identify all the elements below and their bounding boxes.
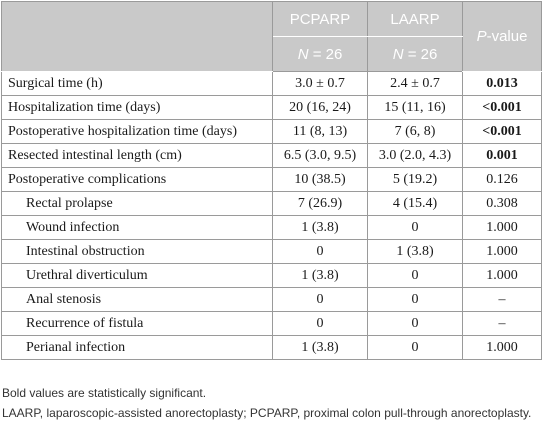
header-laarp-n <box>368 37 463 72</box>
table-body <box>2 72 542 360</box>
cell-pcparp: 7 (26.9) <box>273 192 368 216</box>
row-label: Anal stenosis <box>2 288 273 312</box>
header-blank-cell <box>2 2 273 72</box>
header-pcparp-n-value: = 26 <box>308 45 343 63</box>
cell-laarp: 2.4 ± 0.7 <box>368 72 463 96</box>
table-row <box>2 288 542 312</box>
cell-pcparp: 0 <box>273 312 368 336</box>
cell-laarp: 1 (3.8) <box>368 240 463 264</box>
cell-laarp: 0 <box>368 288 463 312</box>
cell-laarp: 5 (19.2) <box>368 168 463 192</box>
table-row <box>2 120 542 144</box>
cell-pvalue: <0.001 <box>463 96 542 120</box>
cell-laarp: 3.0 (2.0, 4.3) <box>368 144 463 168</box>
cell-pcparp: 10 (38.5) <box>273 168 368 192</box>
header-pcparp: PCPARP <box>273 2 368 37</box>
row-label: Intestinal obstruction <box>2 240 273 264</box>
cell-pvalue: – <box>463 312 542 336</box>
table-row <box>2 72 542 96</box>
header-pvalue <box>463 2 542 72</box>
cell-pcparp: 11 (8, 13) <box>273 120 368 144</box>
footnote-abbreviations: LAARP, laparoscopic-assisted anorectoplasty; PCPARP, proximal colon pull-through anorectoplasty. <box>2 406 532 420</box>
cell-laarp: 0 <box>368 264 463 288</box>
cell-pvalue: 0.126 <box>463 168 542 192</box>
table-row <box>2 96 542 120</box>
header-pvalue-rest: -value <box>486 28 528 45</box>
row-label: Postoperative complications <box>2 168 273 192</box>
header-pcparp-n-letter: N <box>297 45 309 63</box>
cell-pvalue: <0.001 <box>463 120 542 144</box>
table-row <box>2 312 542 336</box>
cell-pvalue: 0.001 <box>463 144 542 168</box>
cell-laarp: 0 <box>368 216 463 240</box>
cell-pcparp: 20 (16, 24) <box>273 96 368 120</box>
cell-pcparp: 3.0 ± 0.7 <box>273 72 368 96</box>
cell-pvalue: 1.000 <box>463 336 542 360</box>
cell-pcparp: 6.5 (3.0, 9.5) <box>273 144 368 168</box>
row-label: Postoperative hospitalization time (days) <box>2 120 273 144</box>
row-label: Hospitalization time (days) <box>2 96 273 120</box>
row-label: Rectal prolapse <box>2 192 273 216</box>
cell-pcparp: 1 (3.8) <box>273 336 368 360</box>
table-row <box>2 264 542 288</box>
header-pcparp-n <box>273 37 368 72</box>
row-label: Recurrence of fistula <box>2 312 273 336</box>
cell-pvalue: 0.013 <box>463 72 542 96</box>
row-label: Surgical time (h) <box>2 72 273 96</box>
header-laarp: LAARP <box>368 2 463 37</box>
cell-laarp: 15 (11, 16) <box>368 96 463 120</box>
cell-pcparp: 0 <box>273 240 368 264</box>
header-laarp-n-value: = 26 <box>403 45 438 63</box>
row-label: Urethral diverticulum <box>2 264 273 288</box>
cell-pvalue: 1.000 <box>463 264 542 288</box>
footnote-bold-values: Bold values are statistically significant. <box>2 386 207 400</box>
row-label: Wound infection <box>2 216 273 240</box>
cell-pvalue: 1.000 <box>463 216 542 240</box>
cell-pcparp: 1 (3.8) <box>273 216 368 240</box>
header-laarp-n-letter: N <box>392 45 404 63</box>
row-label: Perianal infection <box>2 336 273 360</box>
cell-pvalue: 0.308 <box>463 192 542 216</box>
cell-pcparp: 0 <box>273 288 368 312</box>
cell-pcparp: 1 (3.8) <box>273 264 368 288</box>
table-header <box>2 2 542 72</box>
cell-pvalue: 1.000 <box>463 240 542 264</box>
table-row <box>2 192 542 216</box>
cell-pvalue: – <box>463 288 542 312</box>
cell-laarp: 0 <box>368 336 463 360</box>
cell-laarp: 0 <box>368 312 463 336</box>
cell-laarp: 4 (15.4) <box>368 192 463 216</box>
results-table <box>1 1 542 360</box>
header-pvalue-p: P <box>476 28 487 45</box>
table-row <box>2 240 542 264</box>
results-table-container <box>1 1 541 360</box>
table-row <box>2 336 542 360</box>
table-row <box>2 144 542 168</box>
table-row <box>2 216 542 240</box>
row-label: Resected intestinal length (cm) <box>2 144 273 168</box>
table-row <box>2 168 542 192</box>
cell-laarp: 7 (6, 8) <box>368 120 463 144</box>
